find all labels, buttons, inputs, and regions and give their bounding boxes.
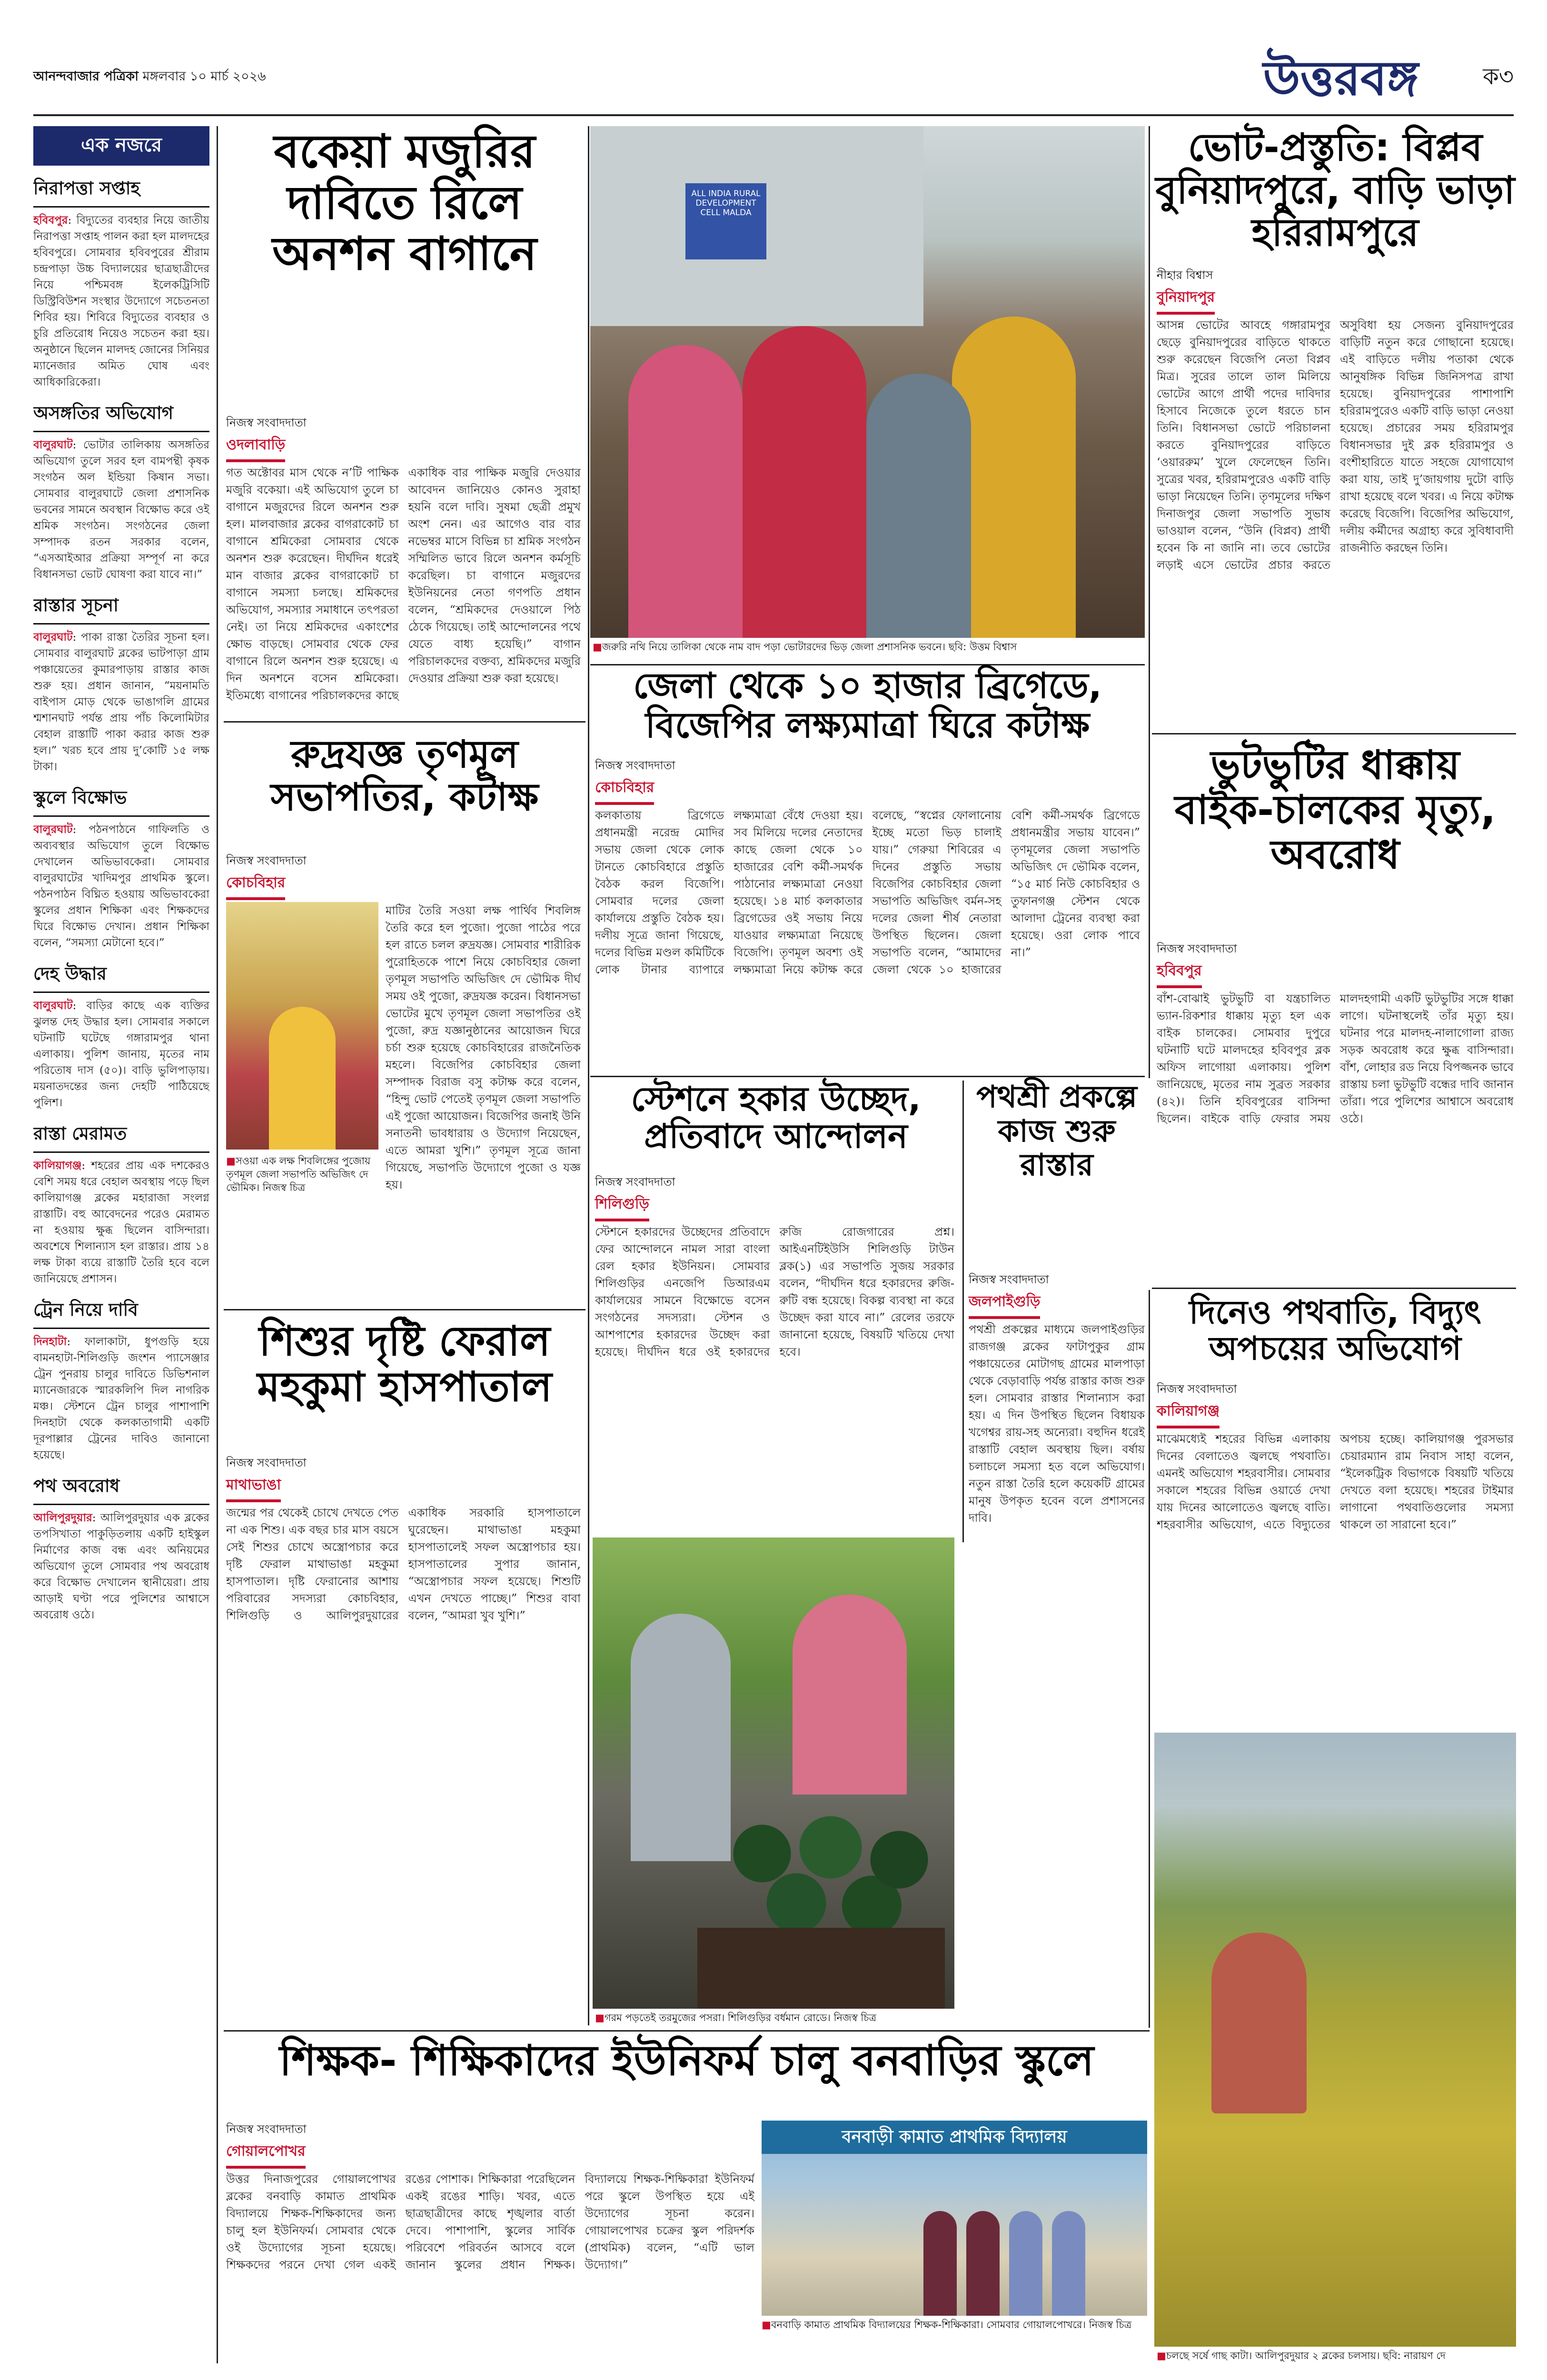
story4-headline: রুদ্রযজ্ঞ তৃণমূল সভাপতির, কটাক্ষ: [270, 732, 539, 819]
story3-place: কোচবিহার: [595, 776, 654, 805]
sidebar-item-text: বিদ্যুতের ব্যবহার নিয়ে জাতীয় নিরাপত্তা সপ্তাহ পালন করা হল মালদহের হবিবপুরে। সোমবার হবিবপুরের শ্রীরাম চন্দ্রপাড়া উচ্চ বিদ্যালয়ের ছাত্রছাত্রীদের নিয়ে পশ্চিমবঙ্গ ইলেকট্রিসিটি ডিস্ট্রিবিউশন সংস্থার উদ্যোগে সচেতনতা শিবির হয়। শিবিরে বিদ্যুতের ব্যবহার ও চুরি প্রতিরোধ নিয়েও সচেতন করা হয়। অনুষ্ঠানে ছিলেন মালদহ জোনের সিনিয়র ম্যানেজার অমিত ঘোষ এবং আধিকারিকেরা।: [33, 214, 209, 388]
paper-date: মঙ্গলবার ১০ মার্চ ২০২৬: [142, 69, 266, 84]
story5-place: হবিবপুর: [1157, 959, 1202, 988]
crowd-woman-pink: [628, 345, 743, 638]
story2-place: বুনিয়াদপুর: [1157, 286, 1215, 315]
sidebar-item-place: বালুরঘাট: [33, 823, 73, 836]
sidebar-item: অসঙ্গতির অভিযোগ বালুরঘাট: ভোটার তালিকায় অসঙ্গতির অভিযোগ তুলে সরব হল বামপন্থী কৃষক সংগঠন অল ইন্ডিয়া কিষান সভা। সোমবার বালুরঘাটে জেলা প্রশাসনিক ভবনের সামনে অবস্থান বিক্ষোভ করে ওই শ্রমিক সংগঠন। সংগঠনের জেলা সম্পাদক রতন সরকার বলেন, “এসআইআর প্রক্রিয়া সম্পূর্ণ না করে বিধানসভা ভোট ঘোষণা করা যাবে না।”: [33, 399, 209, 583]
story3-body: কলকাতায় ব্রিগেডে প্রধানমন্ত্রী নরেন্দ্র মোদির সভায় জেলা থেকে লোক টানতে কোচবিহারে প্রস্তুতি বৈঠক করল বিজেপি। সোমবার দলের জেলা কার্যালয়ে প্রস্তুতি বৈঠক হয়। দলীয় সূত্রে জানা গিয়েছে, দলের বিভিন্ন মণ্ডল কমিটিকে লোক টানার ব্যাপারে লক্ষ্যমাত্রা বেঁধে দেওয়া হয়। সব মিলিয়ে দলের নেতাদের কাছে জেলা থেকে ১০ হাজারের বেশি কর্মী-সমর্থক পাঠানোর লক্ষ্যমাত্রা নেওয়া হয়েছে। ১৪ মার্চ কলকাতার ব্রিগেডের ওই সভায় নিয়ে যাওয়ার লক্ষ্যমাত্রা নিয়েছে বিজেপি। তৃণমূল অবশ্য ওই লক্ষ্যমাত্রা নিয়ে কটাক্ষ করে বলেছে, “স্বপ্নের ফোলানোয় ইচ্ছে মতো ভিড় চালাই যায়।” গেরুয়া শিবিরের এ দিনের প্রস্তুতি সভায় বিজেপির কোচবিহার জেলা সভাপতি অভিজিৎ বর্মন-সহ দলের জেলা শীর্ষ নেতারা উপস্থিত ছিলেন। জেলা সভাপতি বলেন, “আমাদের জেলা থেকে ১০ হাজারের বেশি কর্মী-সমর্থক ব্রিগেডে প্রধানমন্ত্রীর সভায় যাবেন।” তৃণমূলের জেলা সভাপতি অভিজিৎ দে ভৌমিক বলেন, “১৫ মার্চ নিউ কোচবিহার ও তুফানগঞ্জ স্টেশন থেকে আলাদা ট্রেনের ব্যবস্থা করা হয়েছে। ওরা লোক পাবে না।”: [595, 809, 1140, 976]
story6-rule: [962, 1081, 964, 1542]
sidebar-item-text: ফালাকাটা, ধুপগুড়ি হয়ে বামনহাটা-শিলিগুড়ি জংশন প্যাসেঞ্জার ট্রেন পুনরায় চালুর দাবিতে ডিভিশনাল ম্যানেজারকে স্মারকলিপি দিল নাগরিক মঞ্চ। স্টেশনে ট্রেন চালুর পাশাপাশি দিনহাটা থেকে কলকাতাগামী একটি দূরপাল্লার ট্রেনের দাবিও জানানো হয়েছে।: [33, 1336, 209, 1461]
story7-body: পথশ্রী প্রকল্পের মাধ্যমে জলপাইগুড়ির রাজগঞ্জ ব্লকের ফাটাপুকুর গ্রাম পঞ্চায়েতের মোটাগছ গ্রামের মালপাড়া থেকে বেড়াবাড়ি পর্যন্ত রাস্তার কাজ শুরু হল। সোমবার রাস্তার শিলান্যাস করা হয়। এ দিন উপস্থিত ছিলেন বিধায়ক খগেশ্বর রায়-সহ অন্যেরা। বহুদিন ধরেই রাস্তাটি বেহাল অবস্থায় ছিল। বর্ষায় চলাচলে সমস্যা হত বলে অভিযোগ। নতুন রাস্তা তৈরি হলে কয়েকটি গ্রামের মানুষ উপকৃত হবেন বলে প্রশাসনের দাবি।: [969, 1323, 1145, 1525]
sidebar-item-head: পথ অবরোধ: [33, 1472, 209, 1505]
story4-rule: [224, 1309, 585, 1310]
sidebar-item-place: হবিবপুর: [33, 214, 68, 227]
sidebar-item-text: শহরের প্রায় এক দশকেরও বেশি সময় ধরে বেহাল অবস্থায় পড়ে ছিল কালিয়াগঞ্জ ব্লকের মহারাজা সংলগ্ন রাস্তাটি। বহু আবেদনের পরেও মেরামত না হওয়ায় ক্ষুব্ধ ছিলেন বাসিন্দারা। অবশেষে শিলান্যাস হল রাস্তার। প্রায় ১৪ লক্ষ টাকা ব্যয়ে রাস্তাটি তৈরি হবে বলে জানিয়েছে প্রশাসন।: [33, 1160, 209, 1285]
story9-headline: শিশুর দৃষ্টি ফেরাল মহকুমা হাসপাতাল: [257, 1318, 552, 1411]
sidebar-item-place: আলিপুরদুয়ার: [33, 1511, 92, 1524]
vendor-figure: [793, 1595, 907, 1795]
puja-photo: [226, 902, 378, 1150]
sidebar-item-text: বাড়ির কাছে এক ব্যক্তির ঝুলন্ত দেহ উদ্ধার হল। সোমবার সকালে ঘটনাটি ঘটেছে গঙ্গারামপুর থানা এলাকায়। পুলিশ জানায়, মৃতের নাম পরিতোষ দাস (৫০)। বাড়ি ভুলিপাড়ায়। ময়নাতদন্তের জন্য দেহটি পাঠিয়েছে পুলিশ।: [33, 1000, 209, 1109]
teacher-figure: [923, 2211, 957, 2316]
story5-rule: [1152, 1288, 1516, 1289]
story10-byline: নিজস্ব সংবাদদাতা: [226, 2122, 307, 2136]
sidebar-item: নিরাপত্তা সপ্তাহ হবিবপুর: বিদ্যুতের ব্যবহার নিয়ে জাতীয় নিরাপত্তা সপ্তাহ পালন করা হল মালদহের হবিবপুরে। সোমবার হবিবপুরের শ্রীরাম চন্দ্রপাড়া উচ্চ বিদ্যালয়ের ছাত্রছাত্রীদের নিয়ে পশ্চিমবঙ্গ ইলেকট্রিসিটি ডিস্ট্রিবিউশন সংস্থার উদ্যোগে সচেতনতা শিবির হয়। শিবিরে বিদ্যুতের ব্যবহার ও চুরি প্রতিরোধ নিয়েও সচেতন করা হয়। অনুষ্ঠানে ছিলেন মালদহ জোনের সিনিয়র ম্যানেজার অমিত ঘোষ এবং আধিকারিকেরা।: [33, 174, 209, 390]
sidebar-item: দেহ উদ্ধার বালুরঘাট: বাড়ির কাছে এক ব্যক্তির ঝুলন্ত দেহ উদ্ধার হল। সোমবার সকালে ঘটনাটি ঘটেছে গঙ্গারামপুর থানা এলাকায়। পুলিশ জানায়, মৃতের নাম পরিতোষ দাস (৫০)। বাড়ি ভুলিপাড়ায়। ময়নাতদন্তের জন্য দেহটি পাঠিয়েছে পুলিশ।: [33, 960, 209, 1111]
sidebar-item-head: রাস্তা মেরামত: [33, 1120, 209, 1153]
mustard-photo: [1154, 1733, 1516, 2347]
page-number: ক৩: [1483, 63, 1514, 90]
story9-body: জন্মের পর থেকেই চোখে দেখতে পেত না এক শিশু। এক বছর চার মাস বয়সে সেই শিশুর চোখে অস্ত্রোপচার করে দৃষ্টি ফেরাল মাথাভাঙা মহকুমা হাসপাতাল। দৃষ্টি ফেরানোর আশায় পরিবারের সদস্যরা কোচবিহার, শিলিগুড়ি ও আলিপুরদুয়ারের একাধিক সরকারি হাসপাতালে ঘুরেছেন। মাথাভাঙা মহকুমা হাসপাতালেই সফল অস্ত্রোপচার হয়। হাসপাতালের সুপার জানান, “অস্ত্রোপচার সফল হয়েছে। শিশুটি এখন দেখতে পাচ্ছে।” শিশুর বাবা বলেন, “আমরা খুব খুশি।”: [226, 1506, 581, 1622]
sidebar-item-place: বালুরঘাট: [33, 999, 73, 1012]
sidebar-item-head: নিরাপত্তা সপ্তাহ: [33, 174, 209, 208]
story5-headline: ভুটভুটির ধাক্কায় বাইক-চালকের মৃত্যু, অবরোধ: [1174, 742, 1496, 878]
sidebar-item-place: বালুরঘাট: [33, 631, 73, 644]
section-title: উত্তরবঙ্গ: [1263, 50, 1418, 106]
story1-rule: [224, 721, 585, 723]
farmer-figure: [1211, 1933, 1307, 2113]
school-photo: [762, 2121, 1147, 2316]
crowd-photo-caption: ■ জরুরি নথি নিয়ে তালিকা থেকে নাম বাদ পড়া ভোটারদের ভিড় জেলা প্রশাসনিক ভবনে। ছবি: উত্তম বিশ্বাস: [593, 640, 1145, 654]
story6-byline: নিজস্ব সংবাদদাতা: [595, 1175, 675, 1189]
story3-headline: জেলা থেকে ১০ হাজার ব্রিগেডে, বিজেপির লক্ষ্যমাত্রা ঘিরে কটাক্ষ: [633, 665, 1102, 746]
story1-byline: নিজস্ব সংবাদদাতা: [226, 416, 307, 429]
watermelon-photo-caption: ■ গরম পড়তেই তরমুজের পসরা। শিলিগুড়ির বর্ধমান রোডে। নিজস্ব চিত্র: [595, 2011, 954, 2024]
sidebar-item-head: অসঙ্গতির অভিযোগ: [33, 399, 209, 432]
story10-body: উত্তর দিনাজপুরের গোয়ালপোখর ব্লকের বনবাড়ি কামাত প্রাথমিক বিদ্যালয়ে শিক্ষক-শিক্ষিকাদের জন্য চালু হল ইউনিফর্ম। সোমবার থেকে ওই উদ্যোগের সূচনা হয়েছে। শিক্ষকদের পরনে দেখা গেল একই রঙের পোশাক। শিক্ষিকারা পরেছিলেন একই রঙের শাড়ি। খবর, এতে ছাত্রছাত্রীদের কাছে শৃঙ্খলার বার্তা দেবে। পাশাপাশি, স্কুলের সার্বিক পরিবেশে পরিবর্তন আসবে বলে জানান স্কুলের প্রধান শিক্ষক। বিদ্যালয়ে শিক্ষক-শিক্ষিকারা ইউনিফর্ম পরে স্কুলে উপস্থিত হয়ে এই উদ্যোগের সূচনা করেন। গোয়ালপোখর চক্রের স্কুল পরিদর্শক (প্রাথমিক) বলেন, “এটি ভাল উদ্যোগ।”: [226, 2172, 754, 2271]
story9-place: মাথাভাঙা: [226, 1473, 281, 1502]
story1-place: ওদলাবাড়ি: [226, 433, 285, 462]
sidebar-item-text: পঠনপাঠনে গাফিলতি ও অব্যবস্থার অভিযোগ তুলে বিক্ষোভ দেখালেন অভিভাবকেরা। সোমবার বালুরঘাটের খাদিমপুর প্রাথমিক স্কুলে। পঠনপাঠন বিঘ্নিত হওয়ায় অভিভাবকেরা স্কুলের প্রধান শিক্ষিকা এবং শিক্ষকদের ঘিরে বিক্ষোভ দেখান। প্রধান শিক্ষিকা বলেন, “সমস্যা মেটানো হবে।”: [33, 823, 209, 949]
story2-byline: নীহার বিশ্বাস: [1157, 268, 1213, 282]
teacher-figure: [966, 2211, 1000, 2316]
story7-place: জলপাইগুড়ি: [969, 1290, 1040, 1319]
story4-byline: নিজস্ব সংবাদদাতা: [226, 854, 307, 867]
story6-body: স্টেশনে হকারদের উচ্ছেদের প্রতিবাদে ফের আন্দোলনে নামল সারা বাংলা রেল হকার ইউনিয়ন। সোমবার শিলিগুড়ির এনজেপি ডিআরএম কার্যালয়ের সামনে বিক্ষোভে বসেন সংগঠনের সদস্যরা। স্টেশন ও আশপাশের হকারদের উচ্ছেদ করা হয়েছে। দীর্ঘদিন ধরে ওই হকারদের রুজি রোজগারের প্রশ্ন। আইএনটিইউসি শিলিগুড়ি টাউন ব্লক(১) এর সভাপতি সুজয় সরকার বলেন, “দীর্ঘদিন ধরে হকারদের রুজি-রুটি বন্ধ হয়েছে। বিকল্প ব্যবস্থা না করে উচ্ছেদ করা যাবে না।” রেলের তরফে জানানো হয়েছে, বিষয়টি খতিয়ে দেখা হবে।: [595, 1225, 954, 1359]
sidebar-item-place: কালিয়াগঞ্জ: [33, 1159, 82, 1172]
sidebar-item-text: পাকা রাস্তা তৈরির সূচনা হল। সোমবার বালুরঘাট ব্লকের ভাটপাড়া গ্রাম পঞ্চায়েতের কুমারপাড়ায় রাস্তার কাজ শুরু হয়। প্রধান জানান, “ময়নামতি বাইপাস মোড় থেকে ভাঙাগলি গ্রামের শ্মশানঘাট পর্যন্ত প্রায় পাঁচ কিলোমিটার বেহাল রাস্তাটি পাকা করার কাজ শুরু হল।” খরচ হবে প্রায় দু’কোটি ১৫ লক্ষ টাকা।: [33, 631, 209, 773]
sidebar-title: এক নজরে: [33, 126, 209, 166]
story5-body: বাঁশ-বোঝাই ভুটভুটি বা যন্ত্রচালিত ভ্যান-রিকশার ধাক্কায় মৃত্যু হল এক বাইক চালকের। সোমবার দুপুরে ঘটনাটি ঘটে মালদহের হবিবপুর ব্লক অফিস লাগোয়া এলাকায়। পুলিশ জানিয়েছে, মৃতের নাম সুব্রত সরকার (৪২)। তিনি হবিবপুরের বাসিন্দা ছিলেন। বাইকে বাড়ি ফেরার সময় মালদহগামী একটি ভুটভুটির সঙ্গে ধাক্কা লাগে। ঘটনাস্থলেই তাঁর মৃত্যু হয়। ঘটনার পরে মালদহ-নালাগোলা রাজ্য সড়ক অবরোধ করে ক্ষুব্ধ বাসিন্দারা। বাঁশ, লোহার রড নিয়ে বিপজ্জনক ভাবে রাস্তায় চলা ভুটভুটি বন্ধের দাবি জানান তাঁরা। পরে পুলিশের আশ্বাসে অবরোধ ওঠে।: [1157, 992, 1514, 1125]
teacher-figure: [1052, 2211, 1085, 2316]
masthead-paper-date: [33, 67, 266, 88]
sidebar-item-head: দেহ উদ্ধার: [33, 960, 209, 993]
story8-headline: দিনেও পথবাতি, বিদ্যুৎ অপচয়ের অভিযোগ: [1189, 1294, 1481, 1368]
story1-body: গত অক্টোবর মাস থেকে ন’টি পাক্ষিক মজুরি বকেয়া। এই অভিযোগ তুলে চা বাগানে মজুরদের রিলে অনশন শুরু হল। মালবাজার ব্লকের বাগরাকোট চা বাগানে শ্রমিকেরা সোমবার থেকে অনশন শুরু করেছেন। দীর্ঘদিন ধরেই মান বাজার ব্লকের বাগরাকোট চা বাগানে সমস্যা চলছে। শ্রমিকদের অভিযোগ, সমস্যার সমাধানে তৎপরতা নেই। তা নিয়ে শ্রমিকদের একাংশের ক্ষোভ বাড়ছে। সোমবার থেকে ফের বাগানে রিলে অনশন শুরু হয়েছে। এ দিন অনশনে বসেন শ্রমিকেরা। ইতিমধ্যে বাগানের পরিচালকদের কাছে একাধিক বার পাক্ষিক মজুরি দেওয়ার আবেদন জানিয়েও কোনও সুরাহা হয়নি বলে দাবি। সুষমা ছেত্রী প্রমুখ অংশ নেন। এর আগেও বার বার নভেম্বর মাসে বিভিন্ন চা শ্রমিক সংগঠন সম্মিলিত ভাবে রিলে অনশন কর্মসূচি করেছিল। চা বাগানে মজুরদের ইউনিয়নের নেতা গণপতি প্রধান বলেন, “শ্রমিকদের দেওয়ালে পিঠ ঠেকে গিয়েছে। তাই আন্দোলনের পথে যেতে বাধ্য হয়েছি।” বাগান পরিচালকদের বক্তব্য, শ্রমিকদের মজুরি দেওয়ার প্রক্রিয়া শুরু করা হয়েছে।: [226, 466, 581, 702]
story2-rule: [1152, 733, 1516, 734]
story9-byline: নিজস্ব সংবাদদাতা: [226, 1456, 307, 1469]
story7-headline: পথশ্রী প্রকল্পে কাজ শুরু রাস্তার: [976, 1080, 1137, 1183]
story8-byline: নিজস্ব সংবাদদাতা: [1157, 1382, 1237, 1396]
sidebar-item-head: ট্রেন নিয়ে দাবি: [33, 1296, 209, 1329]
watermelon-photo: [593, 1537, 954, 2009]
story2-body: আসন্ন ভোটের আবহে গঙ্গারামপুর ছেড়ে বুনিয়াদপুরের বাড়িতে থাকতে শুরু করেছেন বিজেপি নেতা বিপ্লব মিত্র। সুরের তালে তাল মিলিয়ে ভোটের আগে প্রার্থী পদের দাবিদার হিসাবে নিজেকে তুলে ধরতে চান তিনি। বিধানসভা ভোটে পরিচালনা করতে বুনিয়াদপুরের বাড়িতে ‘ওয়াররুম’ খুলে ফেলেছেন তিনি। সুত্রের খবর, হরিরামপুরেও একটি বাড়ি ভাড়া নিয়েছেন তিনি। তৃণমূলের দক্ষিণ দিনাজপুর জেলা সভাপতি সুভাষ ভাওয়াল বলেন, “উনি (বিপ্লব) প্রার্থী হবেন কি না জানি না। তবে ভোটের লড়াই এসে ভোটের প্রচার করতে অসুবিধা হয় সেজন্য বুনিয়াদপুরের বাড়িটি নতুন করে গোছানো হয়েছে। এই বাড়িতে দলীয় পতাকা থেকে আনুষঙ্গিক বিভিন্ন জিনিসপত্র রাখা হয়েছে। বুনিয়াদপুরের পাশাপাশি হরিরামপুরেও একটি বাড়ি ভাড়া নেওয়া হয়েছে। প্রচারের সময় হরিরামপুর বিধানসভার দুই ব্লক হরিরামপুর ও বংশীহারিতে যাতে সহজে যোগাযোগ করা যায়, তাই দু’জায়গায় দুটো বাড়ি রাখা হয়েছে বলে খবর। এ নিয়ে কটাক্ষ করেছে বিজেপি। বিজেপির অভিযোগ, দলীয় কর্মীদের অগ্রাহ্য করে সুবিধাবাদী রাজনীতি করছেন তিনি।: [1157, 318, 1514, 572]
story10-rule-top: [224, 2030, 1150, 2032]
puja-figure: [269, 1007, 336, 1150]
story7-byline: নিজস্ব সংবাদদাতা: [969, 1273, 1049, 1286]
watermelon-pile: [716, 1804, 945, 1928]
sidebar-item: ট্রেন নিয়ে দাবি দিনহাটা: ফালাকাটা, ধুপগুড়ি হয়ে বামনহাটা-শিলিগুড়ি জংশন প্যাসেঞ্জার ট্রেন পুনরায় চালুর দাবিতে ডিভিশনাল ম্যানেজারকে স্মারকলিপি দিল নাগরিক মঞ্চ। স্টেশনে ট্রেন চালুর পাশাপাশি দিনহাটা থেকে কলকাতাগামী একটি দূরপাল্লার ট্রেনের দাবিও জানানো হয়েছে।: [33, 1296, 209, 1463]
sidebar-item-head: স্কুলে বিক্ষোভ: [33, 783, 209, 817]
story5-byline: নিজস্ব সংবাদদাতা: [1157, 942, 1237, 955]
paper-name: আনন্দবাজার পত্রিকা: [33, 69, 139, 84]
sidebar-item-place: দিনহাটা: [33, 1335, 67, 1348]
sidebar-item-head: রাস্তার সূচনা: [33, 591, 209, 625]
masthead-rule: [33, 114, 1514, 116]
story6-headline: স্টেশনে হকার উচ্ছেদ, প্রতিবাদে আন্দোলন: [631, 1080, 921, 1156]
story3-byline: নিজস্ব সংবাদদাতা: [595, 759, 675, 772]
story3-rule-bottom: [590, 1076, 1145, 1077]
sidebar-item: স্কুলে বিক্ষোভ বালুরঘাট: পঠনপাঠনে গাফিলতি ও অব্যবস্থার অভিযোগ তুলে বিক্ষোভ দেখালেন অভিভাবকেরা। সোমবার বালুরঘাটের খাদিমপুর প্রাথমিক স্কুলে। পঠনপাঠন বিঘ্নিত হওয়ায় অভিভাবকেরা স্কুলের প্রধান শিক্ষিকা এবং শিক্ষকদের ঘিরে বিক্ষোভ দেখান। প্রধান শিক্ষিকা বলেন, “সমস্যা মেটানো হবে।”: [33, 783, 209, 951]
story4-place: কোচবিহার: [226, 871, 285, 900]
story7-rule: [1149, 1290, 1150, 2028]
puja-photo-caption: ■ সওয়া এক লক্ষ শিবলিঙ্গের পুজোয় তৃণমূল জেলা সভাপতি অভিজিৎ দে ভৌমিক। নিজস্ব চিত্র: [226, 1154, 378, 1194]
sidebar-item-place: বালুরঘাট: [33, 438, 73, 451]
story8-body: মাঝেমধ্যেই শহরের বিভিন্ন এলাকায় দিনের বেলাতেও জ্বলছে পথবাতি। এমনই অভিযোগ শহরবাসীর। সোমবার সকালে শহরের বিভিন্ন ওয়ার্ডে দেখা যায় দিনের আলোতেও জ্বলছে বাতি। শহরবাসীর অভিযোগ, এতে বিদ্যুতের অপচয় হচ্ছে। কালিয়াগঞ্জ পুরসভার চেয়ারম্যান রাম নিবাস সাহা বলেন, “ইলেকট্রিক বিভাগকে বিষয়টি খতিয়ে দেখতে বলা হয়েছে। শহরের টাইমার লাগানো পথবাতিগুলোর সমস্যা থাকলে তা সারানো হবে।”: [1157, 1432, 1514, 1531]
sidebar: [33, 126, 209, 2363]
story8-place: কালিয়াগঞ্জ: [1157, 1399, 1220, 1428]
sidebar-item-text: আলিপুরদুয়ার এক ব্লকের তপসিখাতা পাকুড়িতলায় একটি হাইস্কুল নির্মাণের কাজ বন্ধ এবং অনিয়মের অভিযোগ তুলে সোমবার পথ অবরোধ করে বিক্ষোভ দেখালেন স্থানীয়েরা। প্রায় আড়াই ঘণ্টা পরে পুলিশের আশ্বাসে অবরোধ ওঠে।: [33, 1512, 209, 1621]
story10-headline: শিক্ষক- শিক্ষিকাদের ইউনিফর্ম চালু বনবাড়ির স্কুলে: [279, 2036, 1094, 2085]
story2-headline: ভোট-প্রস্তুতি: বিপ্লব বুনিয়াদপুরে, বাড়ি ভাড়া হরিরামপুরে: [1155, 125, 1515, 255]
story10-place: গোয়ালপোখর: [226, 2140, 306, 2169]
crowd-man: [866, 374, 971, 638]
story4-body: মাটির তৈরি সওয়া লক্ষ পার্থিব শিবলিঙ্গ তৈরি করে হল পুজো। পুজো পাঠের পরে হল রাতে চলল রুদ্রযজ্ঞ। সোমবার শারীরিক পুরোহিতকে পাশে নিয়ে কোচবিহার জেলা তৃণমূল সভাপতি অভিজিৎ দে ভৌমিক দীর্ঘ সময় ওই পুজো, রুদ্রযজ্ঞ করেন। বিধানসভা ভোটের মুখে তৃণমূল জেলা সভাপতির ওই পুজো, রুদ্র যজ্ঞানুষ্ঠানের আয়োজন ঘিরে চর্চা শুরু হয়েছে কোচবিহারের রাজনৈতিক মহলে। বিজেপির কোচবিহার জেলা সম্পাদক বিরাজ বসু কটাক্ষ করে বলেন, “হিন্দু ভোট পেতেই তৃণমূল জেলা সভাপতি এই পুজো আয়োজন। বিজেপির জনাই উনি সনাতনী ভাবধারায় ও উদ্যোগ নিয়েছেন, এতে আমরা খুশি।” তৃণমূল সূত্রে জানা গিয়েছে, সভাপতি উদ্যোগে পুজো ও যজ্ঞ হয়।: [386, 904, 581, 1191]
column-rule: [588, 126, 589, 2025]
mustard-photo-caption: ■ চলছে সর্ষে গাছ কাটা। আলিপুরদুয়ার ২ ব্লকের চলসায়। ছবি: নারায়ণ দে: [1157, 2349, 1516, 2362]
building-sign: ALL INDIA RURAL DEVELOPMENT CELL MALDA: [685, 183, 766, 259]
school-photo-caption: ■ বনবাড়ি কামাত প্রাথমিক বিদ্যালয়ের শিক্ষক-শিক্ষিকারা। সোমবার গোয়ালপোখরে। নিজস্ব চিত্র: [762, 2318, 1147, 2331]
sidebar-item-text: ভোটার তালিকায় অসঙ্গতির অভিযোগ তুলে সরব হল বামপন্থী কৃষক সংগঠন অল ইন্ডিয়া কিষান সভা। সোমবার বালুরঘাটে জেলা প্রশাসনিক ভবনের সামনে অবস্থান বিক্ষোভ করে ওই শ্রমিক সংগঠন। সংগঠনের জেলা সম্পাদক রতন সরকার বলেন, “এসআইআর প্রক্রিয়া সম্পূর্ণ না করে বিধানসভা ভোট ঘোষণা করা যাবে না।”: [33, 439, 209, 581]
crowd-photo: [590, 126, 1145, 638]
story1-headline: বকেয়া মজুরির দাবিতে রিলে অনশন বাগানে: [272, 125, 537, 281]
cart: [697, 1928, 945, 2009]
sidebar-item: পথ অবরোধ আলিপুরদুয়ার: আলিপুরদুয়ার এক ব্লকের তপসিখাতা পাকুড়িতলায় একটি হাইস্কুল নির্মাণের কাজ বন্ধ এবং অনিয়মের অভিযোগ তুলে সোমবার পথ অবরোধ করে বিক্ষোভ দেখালেন স্থানীয়েরা। প্রায় আড়াই ঘণ্টা পরে পুলিশের আশ্বাসে অবরোধ ওঠে।: [33, 1472, 209, 1623]
school-sign: বনবাড়ী কামাত প্রাথমিক বিদ্যালয়: [762, 2121, 1147, 2154]
sidebar-item: রাস্তার সূচনা বালুরঘাট: পাকা রাস্তা তৈরির সূচনা হল। সোমবার বালুরঘাট ব্লকের ভাটপাড়া গ্রাম পঞ্চায়েতের কুমারপাড়ায় রাস্তার কাজ শুরু হয়। প্রধান জানান, “ময়নামতি বাইপাস মোড় থেকে ভাঙাগলি গ্রামের শ্মশানঘাট পর্যন্ত প্রায় পাঁচ কিলোমিটার বেহাল রাস্তাটি পাকা করার কাজ শুরু হল।” খরচ হবে প্রায় দু’কোটি ১৫ লক্ষ টাকা।: [33, 591, 209, 775]
story6-place: শিলিগুড়ি: [595, 1192, 649, 1221]
customer-figure: [631, 1614, 731, 1861]
crowd-woman-red: [743, 326, 866, 638]
teacher-figure: [1009, 2211, 1042, 2316]
sidebar-item: রাস্তা মেরামত কালিয়াগঞ্জ: শহরের প্রায় এক দশকেরও বেশি সময় ধরে বেহাল অবস্থায় পড়ে ছিল কালিয়াগঞ্জ ব্লকের মহারাজা সংলগ্ন রাস্তাটি। বহু আবেদনের পরেও মেরামত না হওয়ায় ক্ষুব্ধ ছিলেন বাসিন্দারা। অবশেষে শিলান্যাস হল রাস্তার। প্রায় ১৪ লক্ষ টাকা ব্যয়ে রাস্তাটি তৈরি হবে বলে জানিয়েছে প্রশাসন।: [33, 1120, 209, 1287]
sidebar-rule: [217, 126, 218, 2363]
column-rule: [1149, 126, 1150, 1078]
